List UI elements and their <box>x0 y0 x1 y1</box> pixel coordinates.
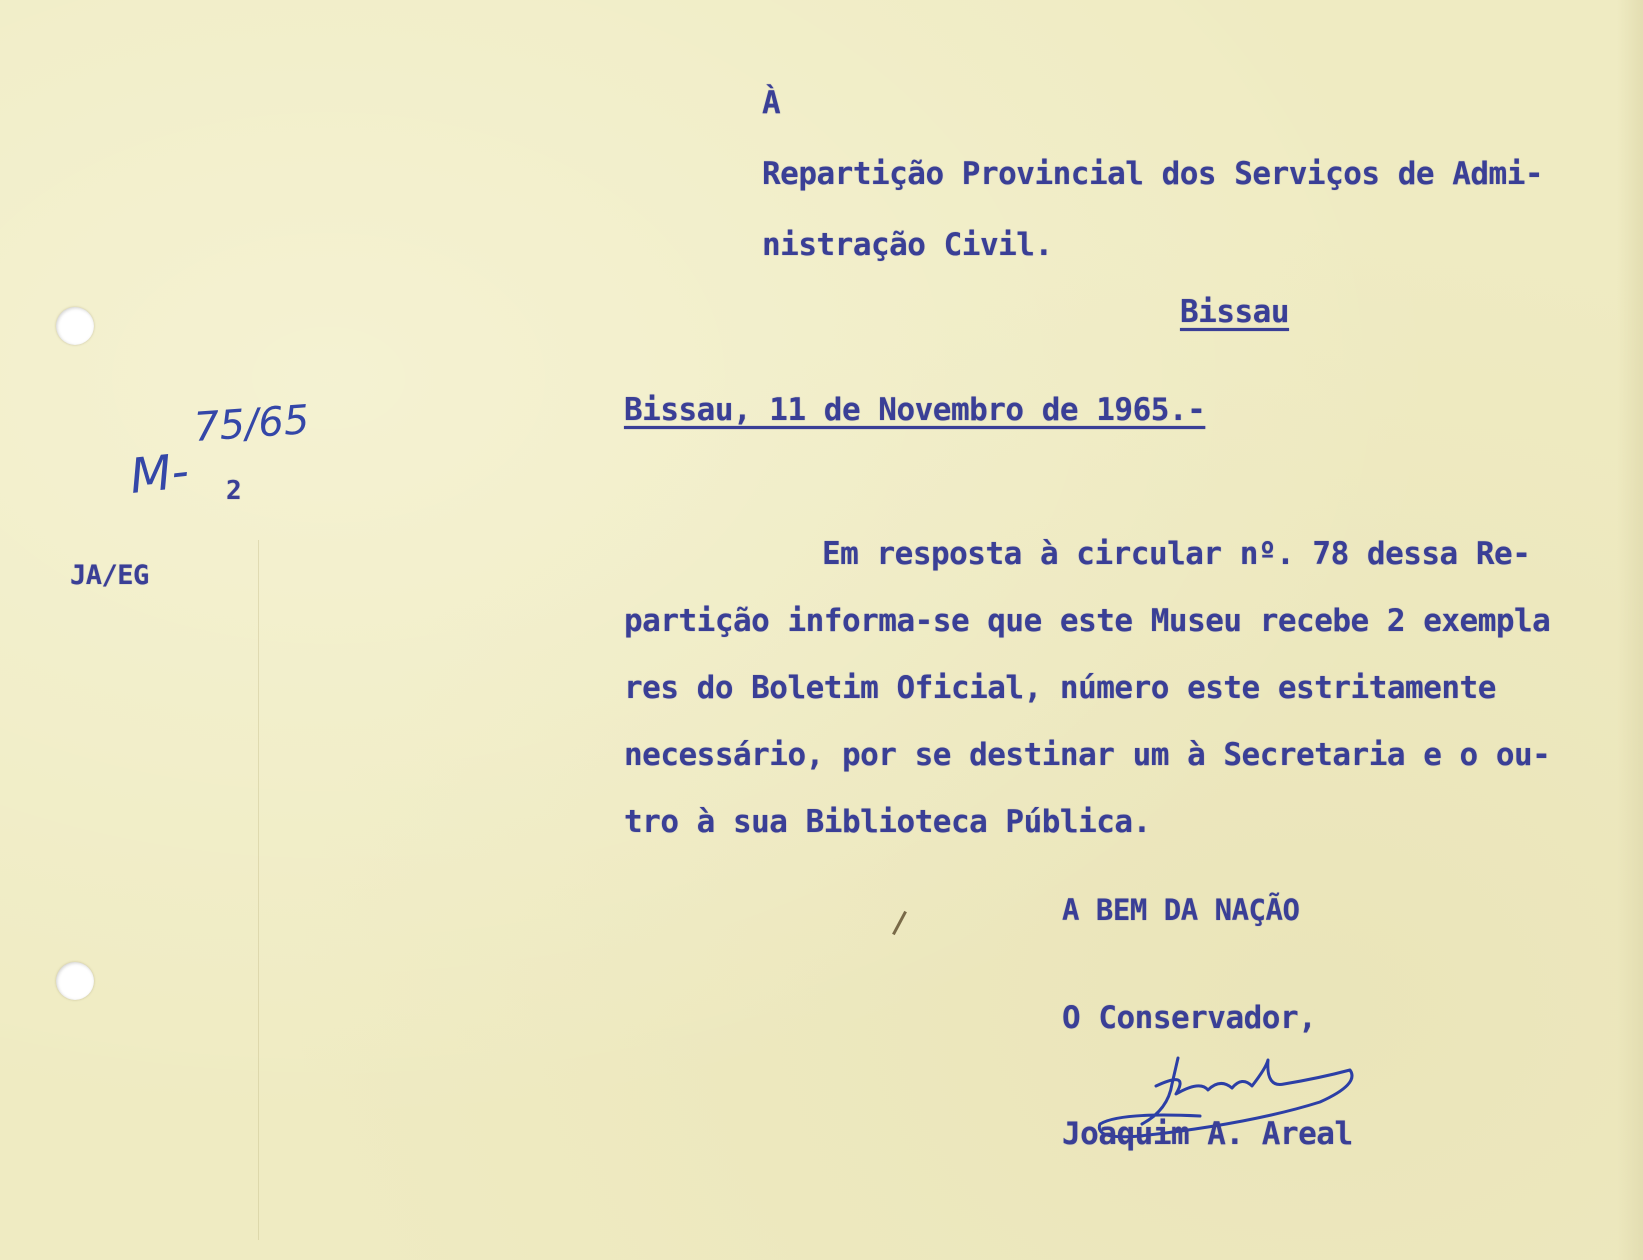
reference-sub-number: 2 <box>226 476 242 506</box>
body-line-2: partição informa-se que este Museu recebe 2 exempla <box>624 603 1551 639</box>
punch-hole-bottom <box>56 962 94 1000</box>
addressee-line-2: nistração Civil. <box>762 227 1053 263</box>
paper-fold-line <box>258 540 259 1240</box>
signatory-name: Joaquim A. Areal <box>1062 1116 1353 1152</box>
paper-edge-shadow <box>1617 0 1643 1260</box>
handwritten-reference-prefix: M- <box>127 443 192 505</box>
punch-hole-top <box>56 307 94 345</box>
body-line-5: tro à sua Biblioteca Pública. <box>624 804 1151 840</box>
body-line-1: Em resposta à circular nº. 78 dessa Re- <box>822 536 1531 572</box>
closing-title: O Conservador, <box>1062 1000 1317 1036</box>
closing-motto: A BEM DA NAÇÃO <box>1062 893 1300 927</box>
typist-initials: JA/EG <box>70 560 149 591</box>
handwritten-reference-number: 75/65 <box>192 397 311 451</box>
date-line: Bissau, 11 de Novembro de 1965.- <box>624 392 1206 428</box>
addressee-city: Bissau <box>1180 294 1289 330</box>
body-line-4: necessário, por se destinar um à Secretaria e o ou- <box>624 737 1551 773</box>
salutation: À <box>762 85 781 121</box>
body-line-3: res do Boletim Oficial, número este estritamente <box>624 670 1496 706</box>
pencil-mark <box>892 911 907 935</box>
addressee-line-1: Repartição Provincial dos Serviços de Admi- <box>762 156 1544 192</box>
